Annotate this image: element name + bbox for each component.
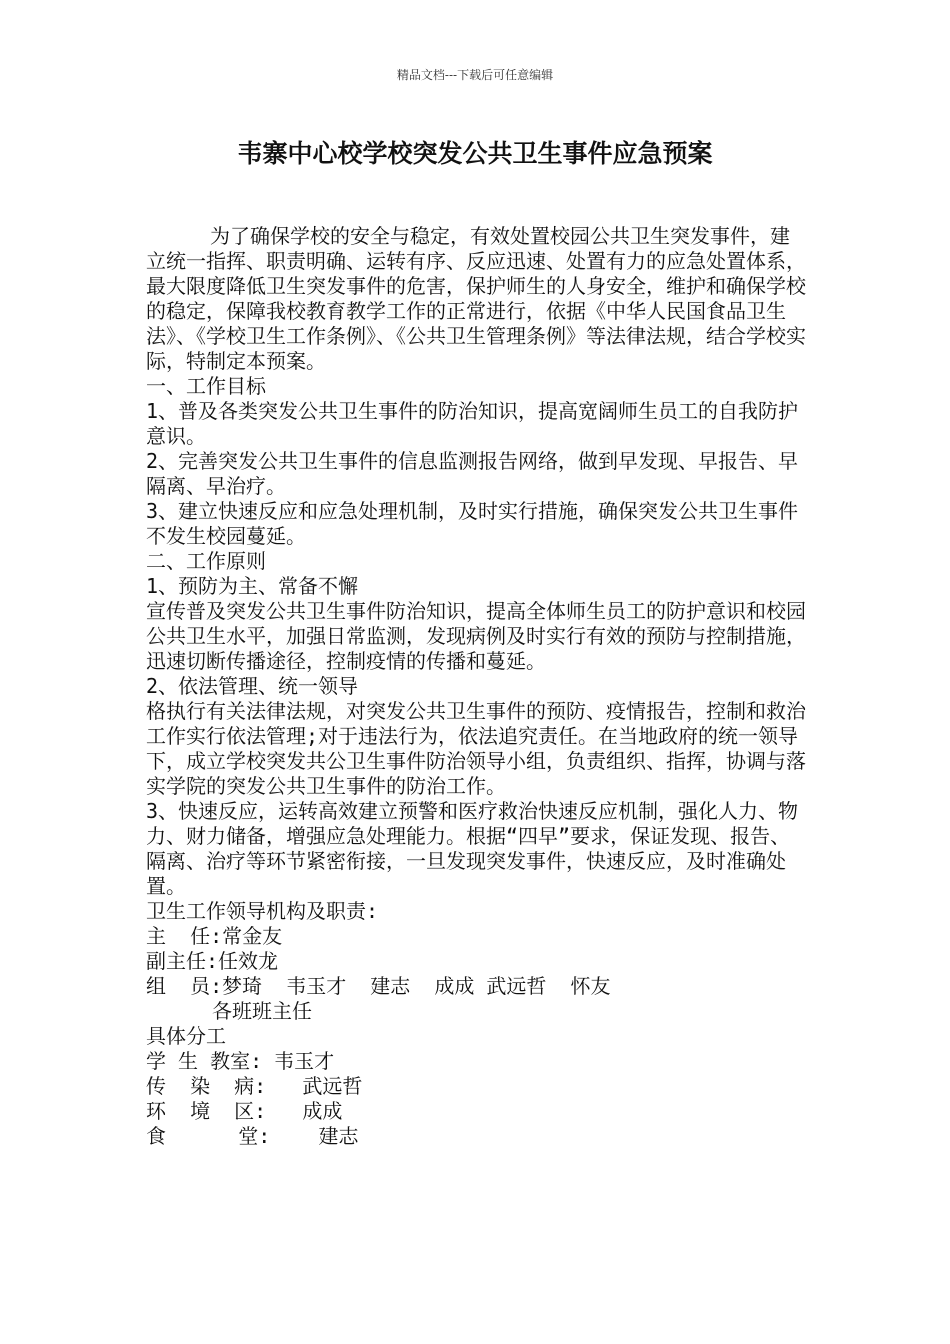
goal-heading: 一、工作目标 bbox=[146, 374, 266, 398]
intro-paragraph: 为了确保学校的安全与稳定，有效处置校园公共卫生突发事件，建立统一指挥、职责明确、运转有序、反应迅速、处置有力的应急处置体系，最大限度降低卫生突发事件的危害，保护师生的人身安全，维护和确保学校的稳定，保障我校教育教学工作的正常进行，依据《中华人民国食品卫生法》、《学校卫生工作条例》、《公共卫生管理条例》等法律法规，结合学校实际，特制定本预案。 bbox=[146, 224, 806, 373]
division-disease: 传 染 病: 武远哲 bbox=[146, 1074, 363, 1098]
principle-1-title: 1、预防为主、常备不懈 bbox=[146, 574, 359, 598]
goal-item-3: 3、建立快速反应和应急处理机制，及时实行措施，确保突发公共卫生事件不发生校园蔓延。 bbox=[146, 499, 799, 548]
principle-2-title: 2、依法管理、统一领导 bbox=[146, 674, 359, 698]
org-members: 组 员:梦琦 韦玉才 建志 成成 武远哲 怀友 bbox=[146, 974, 611, 998]
division-classroom: 学 生 教室: 韦玉才 bbox=[146, 1049, 335, 1073]
header-note: 精品文档---下载后可任意编辑 bbox=[396, 68, 554, 82]
document-body bbox=[146, 224, 806, 1149]
principle-1-text: 宣传普及突发公共卫生事件防治知识，提高全体师生员工的防护意识和校园公共卫生水平，加强日常监测，发现病例及时实行有效的预防与控制措施，迅速切断传播途径，控制疫情的传播和蔓延。 bbox=[146, 599, 806, 673]
division-environment: 环 境 区: 成成 bbox=[146, 1099, 343, 1123]
goal-item-2: 2、完善突发公共卫生事件的信息监测报告网络，做到早发现、早报告、早隔离、早治疗。 bbox=[146, 449, 799, 498]
document-title: 韦寨中心校学校突发公共卫生事件应急预案 bbox=[237, 139, 713, 168]
principle-heading: 二、工作原则 bbox=[146, 549, 266, 573]
org-heading: 卫生工作领导机构及职责: bbox=[146, 899, 379, 923]
org-members-continued: 各班班主任 bbox=[212, 999, 312, 1023]
goal-item-1: 1、普及各类突发公共卫生事件的防治知识，提高宽阔师生员工的自我防护意识。 bbox=[146, 399, 799, 448]
division-canteen: 食 堂: 建志 bbox=[146, 1124, 359, 1148]
principle-2-text: 格执行有关法律法规，对突发公共卫生事件的预防、疫情报告，控制和救治工作实行依法管理;对于违法行为，依法追究责任。在当地政府的统一领导下，成立学校突发共公卫生事件防治领导小组，负责组织、指挥，协调与落实学院的突发公共卫生事件的防治工作。 bbox=[146, 699, 806, 798]
org-director: 主 任:常金友 bbox=[146, 924, 283, 948]
division-heading: 具体分工 bbox=[146, 1024, 226, 1048]
principle-3-text: 3、快速反应，运转高效建立预警和医疗救治快速反应机制，强化人力、物力、财力储备，增强应急处理能力。根据“四早”要求，保证发现、报告、隔离、治疗等环节紧密衔接，一旦发现突发事件，快速反应，及时准确处置。 bbox=[146, 799, 799, 898]
org-deputy: 副主任:任效龙 bbox=[146, 949, 279, 973]
